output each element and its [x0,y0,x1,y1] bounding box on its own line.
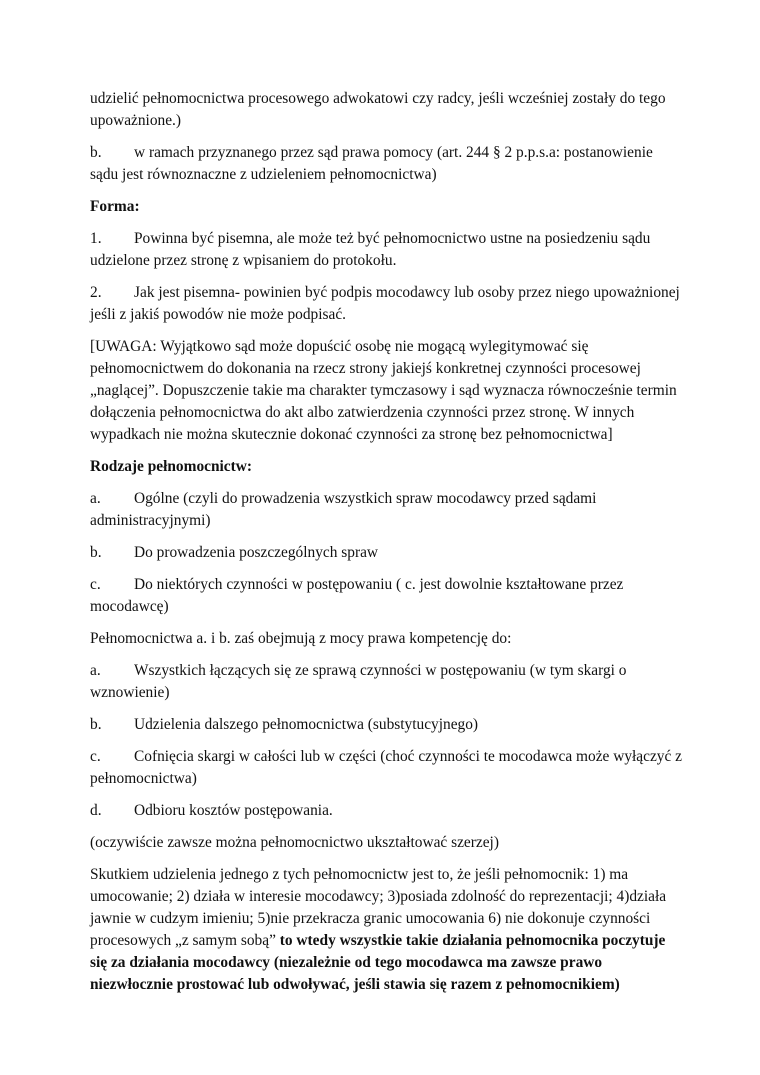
skutkiem-plain-text: Skutkiem udzielenia jednego z tych pełnomocnictw jest to, że jeśli pełnomocnik: 1) ma umocowanie; 2) działa w interesie mocodawcy; 3)posiada zdolność do reprezentacji; 4)działa jawnie w cudzym imieniu; 5)nie przekracza granic umocowania 6) nie dokonuje czynności procesowych „z samym sobą” [90,866,667,949]
list-item-text: Ogólne (czyli do prowadzenia wszystkich spraw mocodawcy przed sądami administracyjnymi) [90,490,597,529]
heading-rodzaje: Rodzaje pełnomocnictw: [90,458,252,475]
list-marker: b. [90,544,102,561]
list-item-text: Do prowadzenia poszczególnych spraw [134,544,379,561]
skutkiem-bold-text: to wtedy wszystkie takie działania pełnomocnika poczytuje się za działania mocodawcy (niezależnie od tego mocodawca ma zawsze prawo niezwłocznie prostować lub odwoływać, jeśli stawia się razem z pełnomocnikiem) [90,932,666,993]
list-marker: 1. [90,230,102,247]
skutkiem-paragraph [90,864,682,996]
list-marker: c. [90,576,101,593]
list-item-text: Odbioru kosztów postępowania. [134,802,333,819]
paragraph-continuation: udzielić pełnomocnictwa procesowego adwokatowi czy radcy, jeśli wcześniej zostały do tego upoważnione.) [90,90,666,129]
list-item [90,488,682,532]
list-item [90,714,682,736]
list-item [90,142,682,186]
list-item-text: Jak jest pisemna- powinien być podpis mocodawcy lub osoby przez niego upoważnionej jeśli z jakiś powodów nie może podpisać. [90,284,680,323]
list-item-text: Powinna być pisemna, ale może też być pełnomocnictwo ustne na posiedzeniu sądu udzielone przez stronę z wpisaniem do protokołu. [90,230,651,269]
list-item [90,746,682,790]
heading-forma: Forma: [90,198,140,215]
list-item [90,660,682,704]
list-item [90,574,682,618]
list-marker: c. [90,748,101,765]
list-marker: 2. [90,284,102,301]
uwaga-note: [UWAGA: Wyjątkowo sąd może dopuścić osobę nie mogącą wylegitymować się pełnomocnictwem do dokonania na rzecz strony jakiejś konkretnej czynności procesowej „naglącej”. Dopuszczenie takie ma charakter tymczasowy i sąd wyznacza równocześnie termin dołączenia pełnomocnictwa do akt albo zatwierdzenia czynności przez stronę. W innych wypadkach nie można skutecznie dokonać czynności za stronę bez pełnomocnictwa] [90,338,677,443]
oczywiscie-note: (oczywiście zawsze można pełnomocnictwo ukształtować szerzej) [90,834,499,851]
list-item [90,542,682,564]
kompetencje-intro: Pełnomocnictwa a. i b. zaś obejmują z mocy prawa kompetencję do: [90,630,512,647]
list-item [90,282,682,326]
list-item-text: Udzielenia dalszego pełnomocnictwa (substytucyjnego) [134,716,479,733]
document-page [90,88,682,1006]
list-marker: d. [90,802,102,819]
list-marker: a. [90,490,101,507]
list-marker: a. [90,662,101,679]
list-item [90,228,682,272]
list-item-text: Wszystkich łączących się ze sprawą czynności w postępowaniu (w tym skargi o wznowienie) [90,662,627,701]
list-item-text: Cofnięcia skargi w całości lub w części (choć czynności te mocodawca może wyłączyć z pełnomocnictwa) [90,748,682,787]
list-item [90,800,682,822]
list-marker: b. [90,716,102,733]
list-marker: b. [90,144,102,161]
list-item-text: Do niektórych czynności w postępowaniu ( c. jest dowolnie kształtowane przez mocodawcę) [90,576,624,615]
list-item-text: w ramach przyznanego przez sąd prawa pomocy (art. 244 § 2 p.p.s.a: postanowienie sądu jest równoznaczne z udzieleniem pełnomocnictwa) [90,144,653,183]
